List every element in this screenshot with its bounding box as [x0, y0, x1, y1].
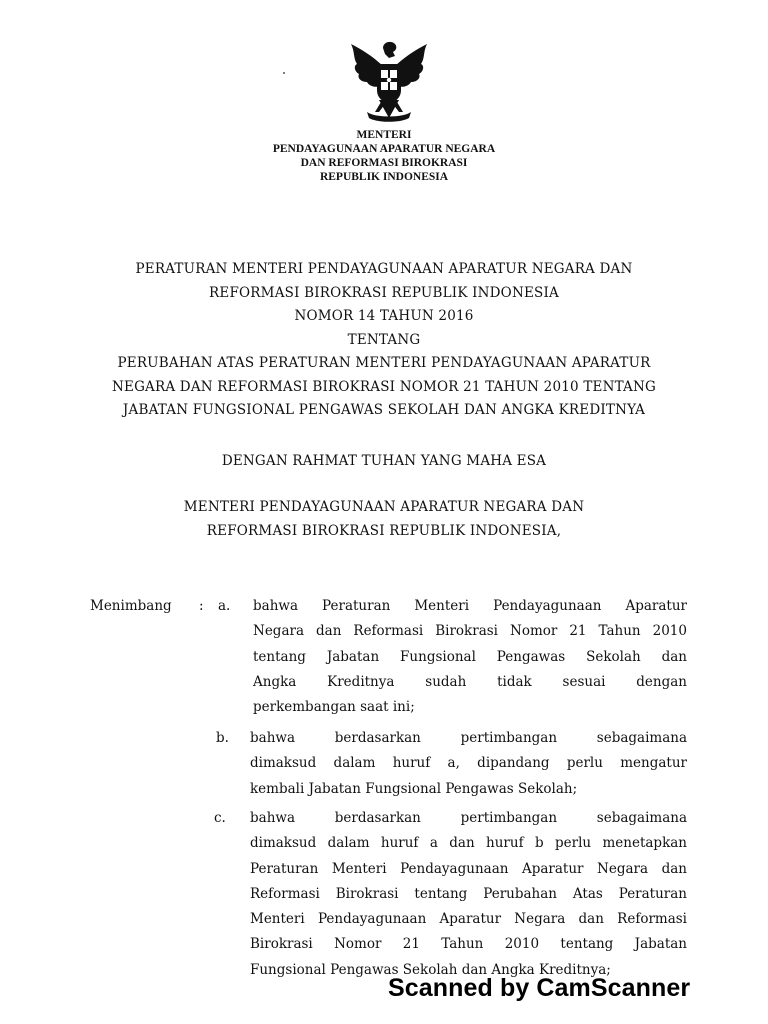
title-line: JABATAN FUNGSIONAL PENGAWAS SEKOLAH DAN ANGKA KREDITNYA — [122, 402, 646, 418]
title-line: PERATURAN MENTERI PENDAYAGUNAAN APARATUR NEGARA DAN — [135, 261, 633, 277]
title-line: TENTANG — [347, 331, 421, 348]
ministry-line: PENDAYAGUNAAN APARATUR NEGARA — [272, 143, 496, 155]
considering-colon: : — [199, 598, 204, 614]
regulation-title — [0, 258, 768, 423]
item-line: Fungsional Pengawas Sekolah dan Angka Kreditnya; — [250, 961, 611, 978]
item-line: Reformasi Birokrasi tentang Perubahan Atas Peraturan — [250, 885, 687, 902]
title-line: PERUBAHAN ATAS PERATURAN MENTERI PENDAYAGUNAAN APARATUR — [117, 355, 651, 371]
item-line: tentang Jabatan Fungsional Pengawas Sekolah dan — [253, 648, 687, 665]
item-line: Peraturan Menteri Pendayagunaan Aparatur Negara dan — [250, 860, 687, 877]
item-line: Birokrasi Nomor 21 Tahun 2010 tentang Jabatan — [250, 936, 687, 953]
item-line: bahwa Peraturan Menteri Pendayagunaan Aparatur — [253, 598, 687, 614]
garuda-emblem-icon — [345, 38, 433, 124]
item-line: Menteri Pendayagunaan Aparatur Negara dan Reformasi — [250, 911, 687, 928]
considering-item-b — [250, 726, 687, 802]
minister-heading — [0, 496, 768, 543]
considering-label: Menimbang — [90, 598, 172, 614]
title-line: NOMOR 14 TAHUN 2016 — [294, 308, 474, 324]
preamble: DENGAN RAHMAT TUHAN YANG MAHA ESA — [221, 453, 547, 469]
title-line: NEGARA DAN REFORMASI BIROKRASI NOMOR 21 TAHUN 2010 TENTANG — [112, 378, 656, 395]
considering-item-a — [253, 594, 687, 720]
item-line: perkembangan saat ini; — [253, 699, 415, 716]
ministry-header — [0, 128, 768, 184]
minister-line: MENTERI PENDAYAGUNAAN APARATUR NEGARA DAN — [183, 499, 585, 515]
title-line: REFORMASI BIROKRASI REPUBLIK INDONESIA — [209, 284, 559, 301]
item-marker: b. — [216, 730, 229, 746]
item-marker: c. — [214, 810, 226, 826]
item-line: bahwa berdasarkan pertimbangan sebagaimana — [250, 810, 687, 826]
scan-speck — [283, 72, 285, 74]
item-line: dimaksud dalam huruf a dan huruf b perlu menetapkan — [250, 835, 687, 852]
item-line: kembali Jabatan Fungsional Pengawas Sekolah; — [250, 780, 578, 797]
ministry-line: MENTERI — [356, 129, 412, 141]
item-line: bahwa berdasarkan pertimbangan sebagaimana — [250, 730, 687, 746]
ministry-line: DAN REFORMASI BIROKRASI — [300, 157, 468, 169]
minister-line: REFORMASI BIROKRASI REPUBLIK INDONESIA, — [206, 522, 562, 539]
item-marker: a. — [218, 598, 231, 614]
camscanner-watermark: Scanned by CamScanner — [388, 974, 691, 1002]
item-line: Negara dan Reformasi Birokrasi Nomor 21 Tahun 2010 — [253, 623, 687, 640]
item-line: dimaksud dalam huruf a, dipandang perlu mengatur — [250, 755, 687, 772]
considering-item-c — [250, 806, 687, 983]
item-line: Angka Kreditnya sudah tidak sesuai dengan — [253, 673, 687, 690]
ministry-line: REPUBLIK INDONESIA — [319, 171, 449, 183]
